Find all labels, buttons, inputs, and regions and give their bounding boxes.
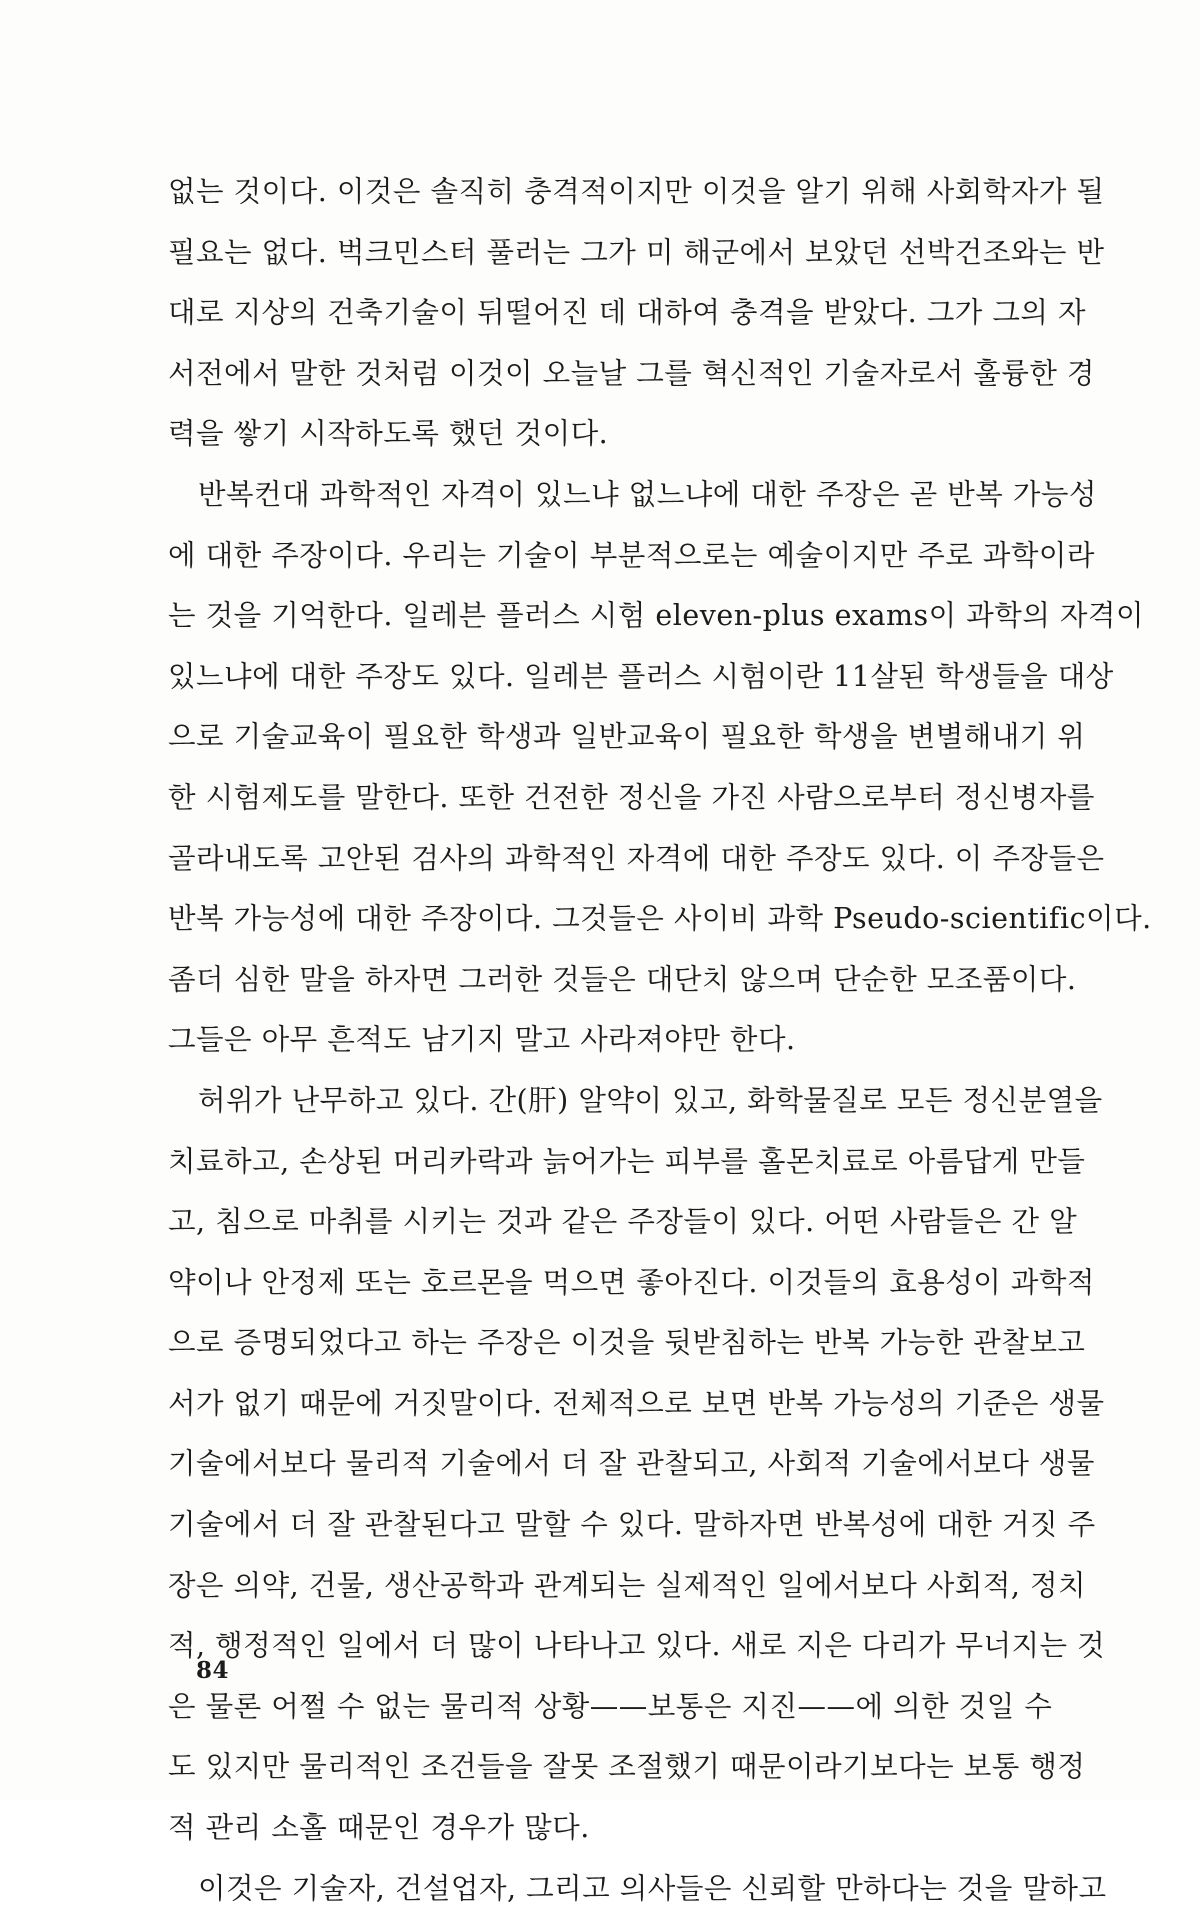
text-line: 그들은 아무 흔적도 남기지 말고 사라져야만 한다. — [168, 1023, 796, 1057]
text-line: 력을 쌓기 시작하도록 했던 것이다. — [168, 417, 609, 451]
text-line: 서전에서 말한 것처럼 이것이 오늘날 그를 혁신적인 기술자로서 훌륭한 경 — [168, 356, 1095, 390]
paragraph-start-line: 반복컨대 과학적인 자격이 있느냐 없느냐에 대한 주장은 곧 반복 가능성 — [198, 477, 1097, 511]
text-line: 는 것을 기억한다. 일레븐 플러스 시험 eleven-plus exams이 과학의 자격이 — [168, 599, 1144, 633]
text-line: 적 관리 소홀 때문인 경우가 많다. — [168, 1811, 590, 1845]
text-line: 약이나 안정제 또는 호르몬을 먹으면 좋아진다. 이것들의 효용성이 과학적 — [168, 1265, 1095, 1299]
text-line: 장은 의약, 건물, 생산공학과 관계되는 실제적인 일에서보다 사회적, 정치 — [168, 1568, 1087, 1602]
text-line: 에 대한 주장이다. 우리는 기술이 부분적으로는 예술이지만 주로 과학이라 — [168, 538, 1095, 572]
text-line: 은 물론 어쩔 수 없는 물리적 상황——보통은 지진——에 의한 것일 수 — [168, 1689, 1053, 1723]
text-line: 좀더 심한 말을 하자면 그러한 것들은 대단치 않으며 단순한 모조품이다. — [168, 962, 1077, 996]
text-line: 대로 지상의 건축기술이 뒤떨어진 데 대하여 충격을 받았다. 그가 그의 자 — [168, 296, 1087, 330]
text-line: 고, 침으로 마취를 시키는 것과 같은 주장들이 있다. 어떤 사람들은 간 알 — [168, 1205, 1078, 1239]
paragraph-start-line: 허위가 난무하고 있다. 간(肝) 알약이 있고, 화학물질로 모든 정신분열을 — [198, 1083, 1103, 1117]
text-line: 도 있지만 물리적인 조건들을 잘못 조절했기 때문이라기보다는 보통 행정 — [168, 1750, 1086, 1784]
text-line: 골라내도록 고안된 검사의 과학적인 자격에 대한 주장도 있다. 이 주장들은 — [168, 841, 1105, 875]
text-line: 기술에서 더 잘 관찰된다고 말할 수 있다. 말하자면 반복성에 대한 거짓 주 — [168, 1508, 1096, 1542]
text-line: 반복 가능성에 대한 주장이다. 그것들은 사이비 과학 Pseudo-scientific이다. — [168, 902, 1152, 936]
text-line: 으로 기술교육이 필요한 학생과 일반교육이 필요한 학생을 변별해내기 위 — [168, 720, 1086, 754]
page-number: 84 — [196, 1657, 230, 1684]
paragraph-start-line: 이것은 기술자, 건설업자, 그리고 의사들은 신뢰할 만하다는 것을 말하고 — [198, 1871, 1107, 1905]
text-line: 적, 행정적인 일에서 더 많이 나타나고 있다. 새로 지은 다리가 무너지는 것 — [168, 1629, 1106, 1663]
body-text — [168, 162, 1152, 1919]
text-line: 치료하고, 손상된 머리카락과 늙어가는 피부를 홀몬치료로 아름답게 만들 — [168, 1144, 1086, 1178]
text-line: 한 시험제도를 말한다. 또한 건전한 정신을 가진 사람으로부터 정신병자를 — [168, 780, 1095, 814]
text-line: 있느냐에 대한 주장도 있다. 일레븐 플러스 시험이란 11살된 학생들을 대상 — [168, 659, 1114, 693]
text-line: 으로 증명되었다고 하는 주장은 이것을 뒷받침하는 반복 가능한 관찰보고 — [168, 1326, 1086, 1360]
text-line: 기술에서보다 물리적 기술에서 더 잘 관찰되고, 사회적 기술에서보다 생물 — [168, 1447, 1095, 1481]
text-line: 서가 없기 때문에 거짓말이다. 전체적으로 보면 반복 가능성의 기준은 생물 — [168, 1386, 1105, 1420]
text-line: 없는 것이다. 이것은 솔직히 충격적이지만 이것을 알기 위해 사회학자가 될 — [168, 175, 1105, 208]
text-line: 필요는 없다. 벅크민스터 풀러는 그가 미 해군에서 보았던 선박건조와는 반 — [168, 235, 1105, 269]
